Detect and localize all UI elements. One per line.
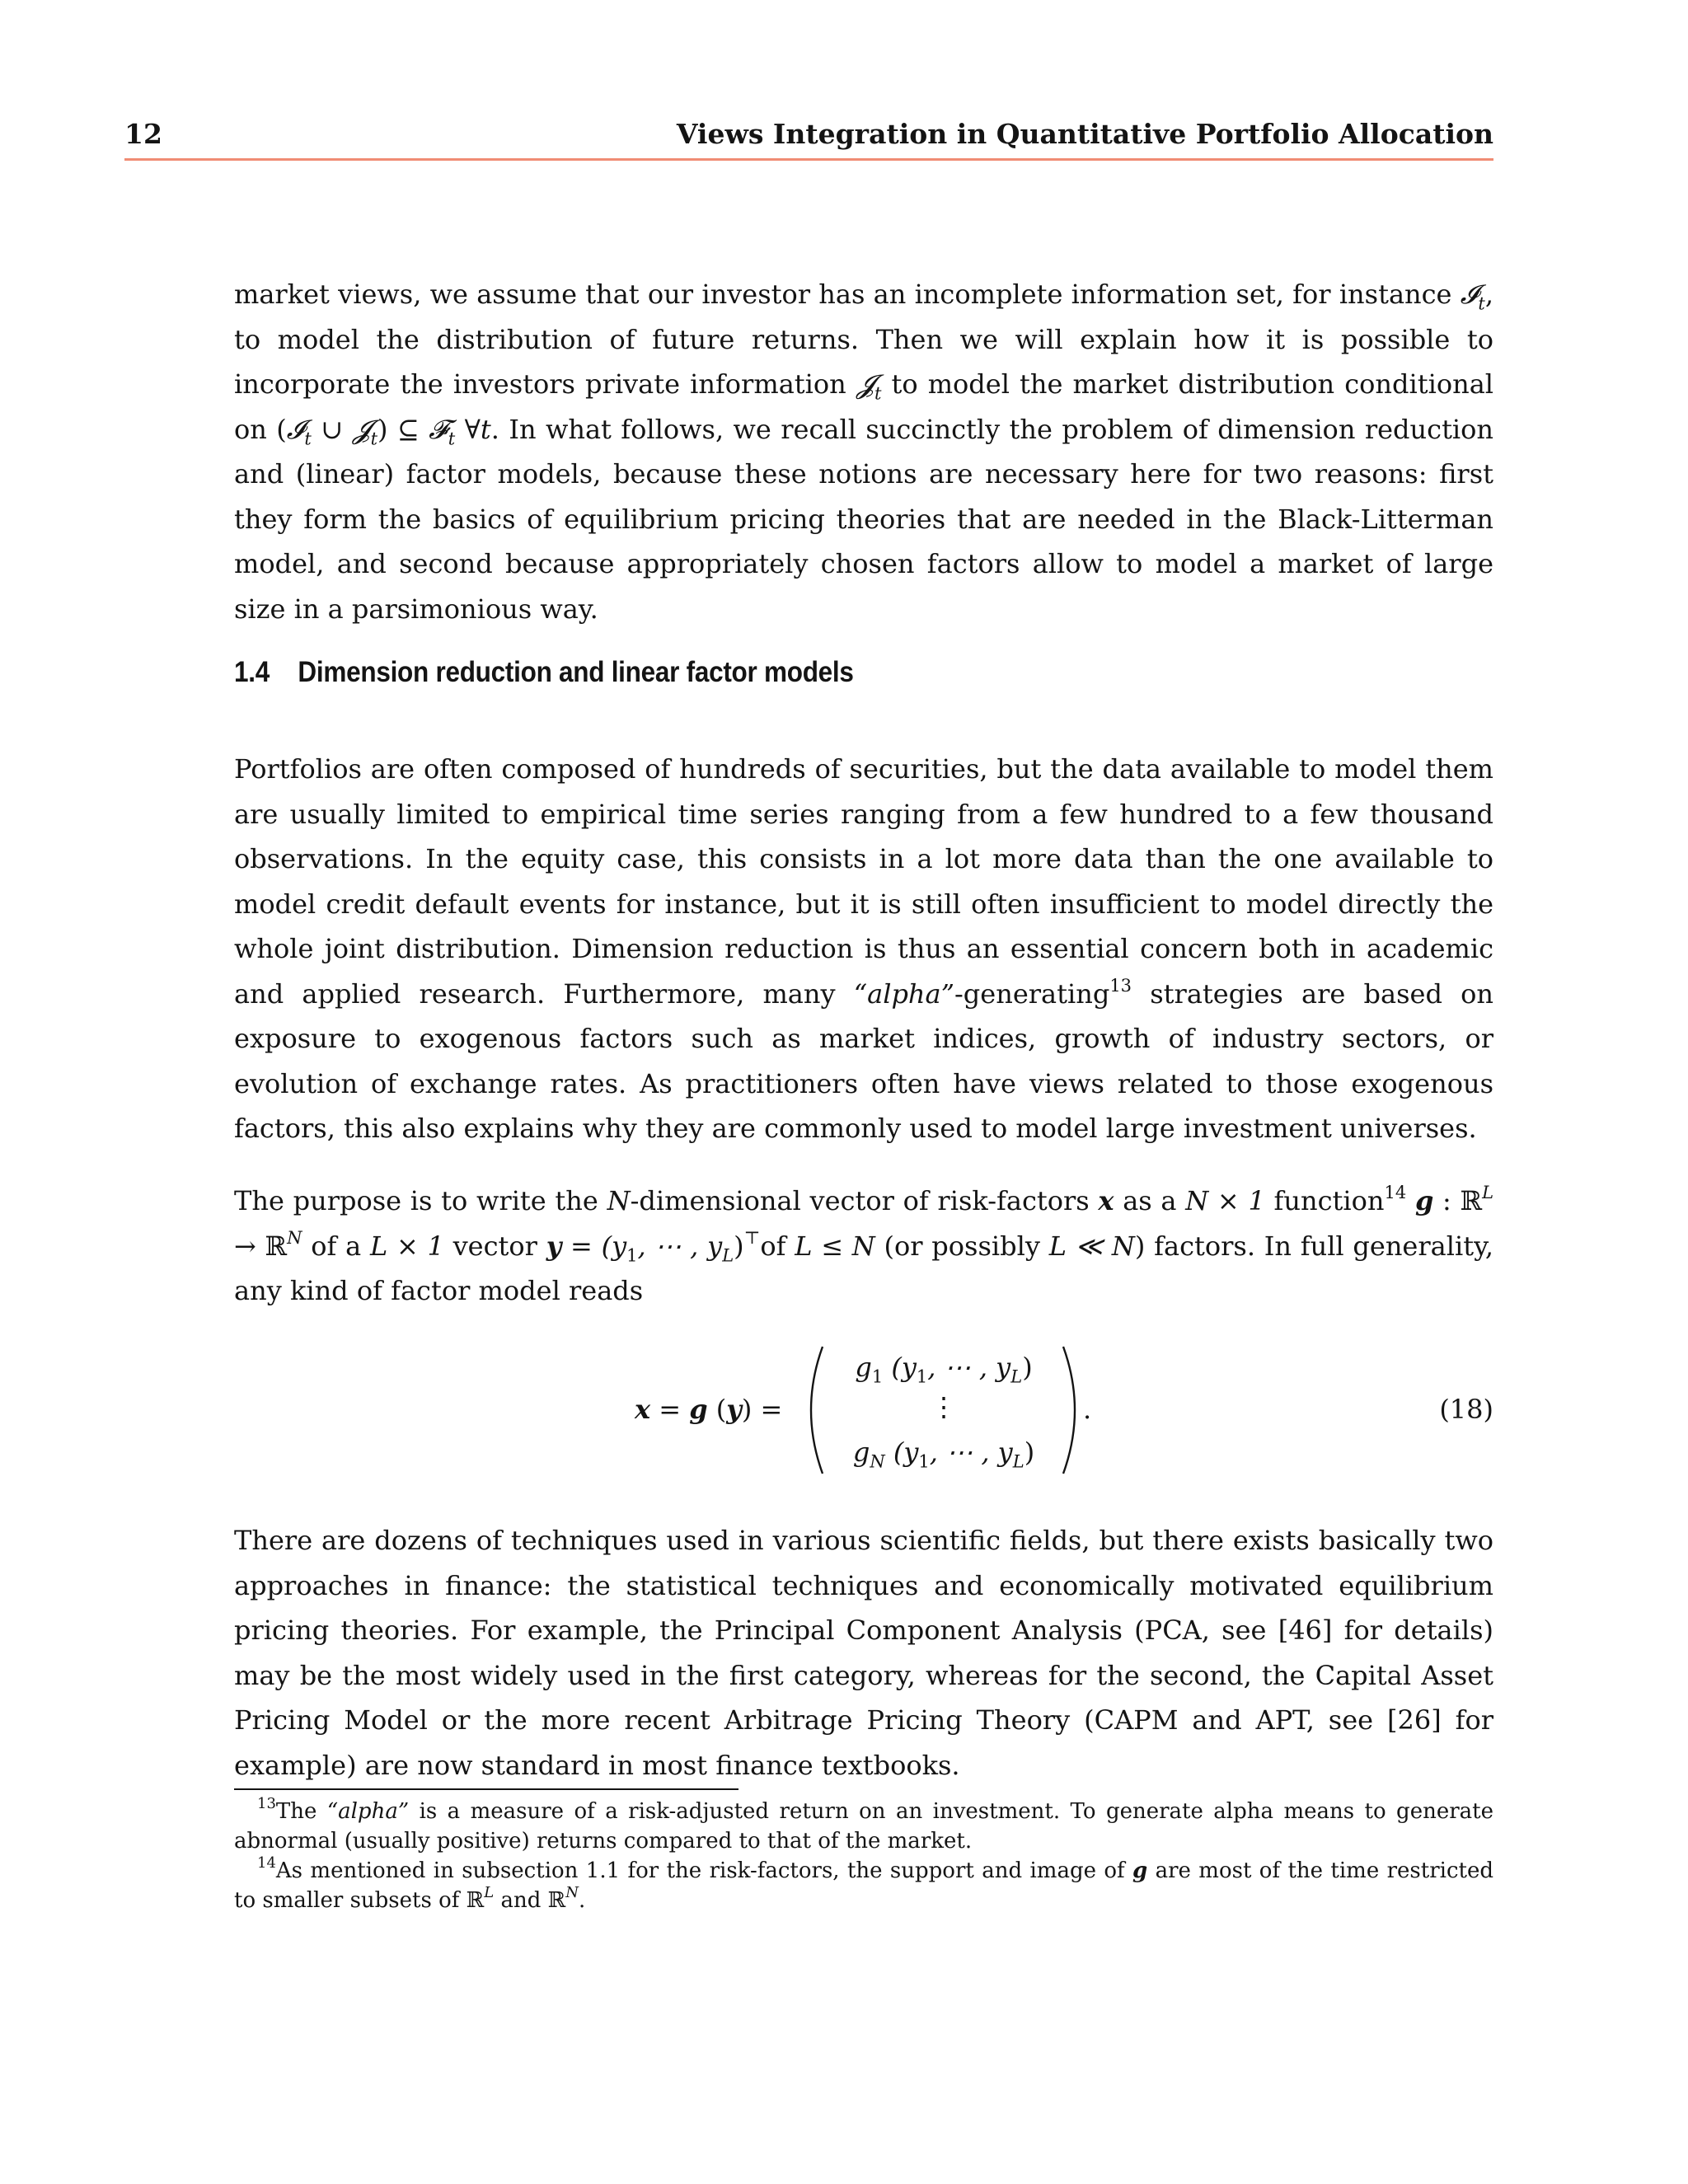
equation-number: (18) [1439, 1394, 1493, 1425]
section-number: 1.4 [234, 656, 270, 688]
info-set-I: 𝓘 [1460, 279, 1479, 310]
footnote-13: $^{13}$The “alpha” is a measure of a risk-adjusted return on an investment. To generate alpha means to generate abnormal (usually positive) returns compared to that of the market. [234, 1795, 1493, 1854]
paragraph-portfolios: Portfolios are often composed of hundreds of securities, but the data available to model them are usually limited to empirical time series ranging from a few hundred to a few thousand observations. In the equity case, this consists in a lot more data than the one available to model credit default events for instance, but it is still often insufficient to model directly the whole joint distribution. Dimension reduction is thus an essential concern both in academic and applied research. Furthermore, many “alpha”-generating$^{13}$ strategies are based on exposure to exogenous factors such as market indices, growth of industry sectors, or evolution of exchange rates. As practitioners often have views related to those exogenous factors, this also explains why they are commonly used to model large investment universes. [234, 753, 1494, 1144]
info-set-J: 𝓙 [856, 368, 874, 400]
running-header [124, 115, 1493, 161]
filtration-F: 𝓕 [429, 413, 448, 445]
alpha-term: “alpha” [853, 977, 954, 1010]
footnote-rule [234, 1788, 738, 1790]
section-title: Dimension reduction and linear factor models [298, 656, 854, 688]
footnote-ref-13[interactable]: 13 [1109, 975, 1132, 996]
equation-lhs: x = g (y) = [635, 1394, 783, 1425]
footnotes [234, 1797, 1493, 1915]
vector-row-N: $g_N$ ($y_1$, ⋯ , $y_L$) [852, 1436, 1035, 1472]
running-title: Views Integration in Quantitative Portfolio Allocation [676, 118, 1493, 150]
vector-row-ellipsis: ⋮ [931, 1391, 957, 1422]
vector-row-1: $g_1$ ($y_1$, ⋯ , $y_L$) [855, 1352, 1033, 1387]
paragraph-techniques: There are dozens of techniques used in various scientific fields, but there exists basically two approaches in finance: the statistical techniques and economically motivated equilibrium pricing theories. For example, the Principal Component Analysis (PCA, see [46] for details) may be the most widely used in the first category, whereas for the second, the Capital Asset Pricing Model or the more recent Arbitrage Pricing Theory (CAPM and APT, see [26] for example) are now standard in most finance textbooks. [234, 1525, 1493, 1781]
paragraph-purpose: The purpose is to write the N-dimensional vector of risk-factors x as a N × 1 function$^{14}$ g : ℝ$^L$ → ℝ$^N$ of a L × 1 vector $y = (y_1$, ⋯ , $y_L)^⊤of$ L ≤ N (or possibly L ≪ N) factors. In full generality, any kind of factor model reads [234, 1183, 1494, 1306]
section-heading [234, 656, 854, 689]
footnote-14: $^{14}$As mentioned in subsection 1.1 for the risk-factors, the support and image of g are most of the time restricted to smaller subsets of ℝ$^L$ and ℝ$^N$. [234, 1854, 1493, 1913]
left-parenthesis [798, 1345, 826, 1475]
footnote-ref-14[interactable]: 14 [1384, 1183, 1407, 1203]
equation-18 [234, 1335, 1493, 1483]
intro-paragraph: market views, we assume that our investor has an incomplete information set, for instance 𝓘$_t$, to model the distribution of future returns. Then we will explain how it is possible to incorporate the investors private information 𝓙$_t$ to model the market distribution conditional on (𝓘$_t$ ∪ 𝓙$_t$) ⊆ 𝓕$_t$ ∀t. In what follows, we recall succinctly the problem of dimension reduction and (linear) factor models, because these notions are necessary here for two reasons: first they form the basics of equilibrium pricing theories that are needed in the Black-Litterman model, and second because appropriately chosen factors allow to model a market of large size in a parsimonious way. [234, 279, 1494, 625]
equation-period: . [1083, 1394, 1092, 1425]
page-number: 12 [124, 118, 162, 150]
